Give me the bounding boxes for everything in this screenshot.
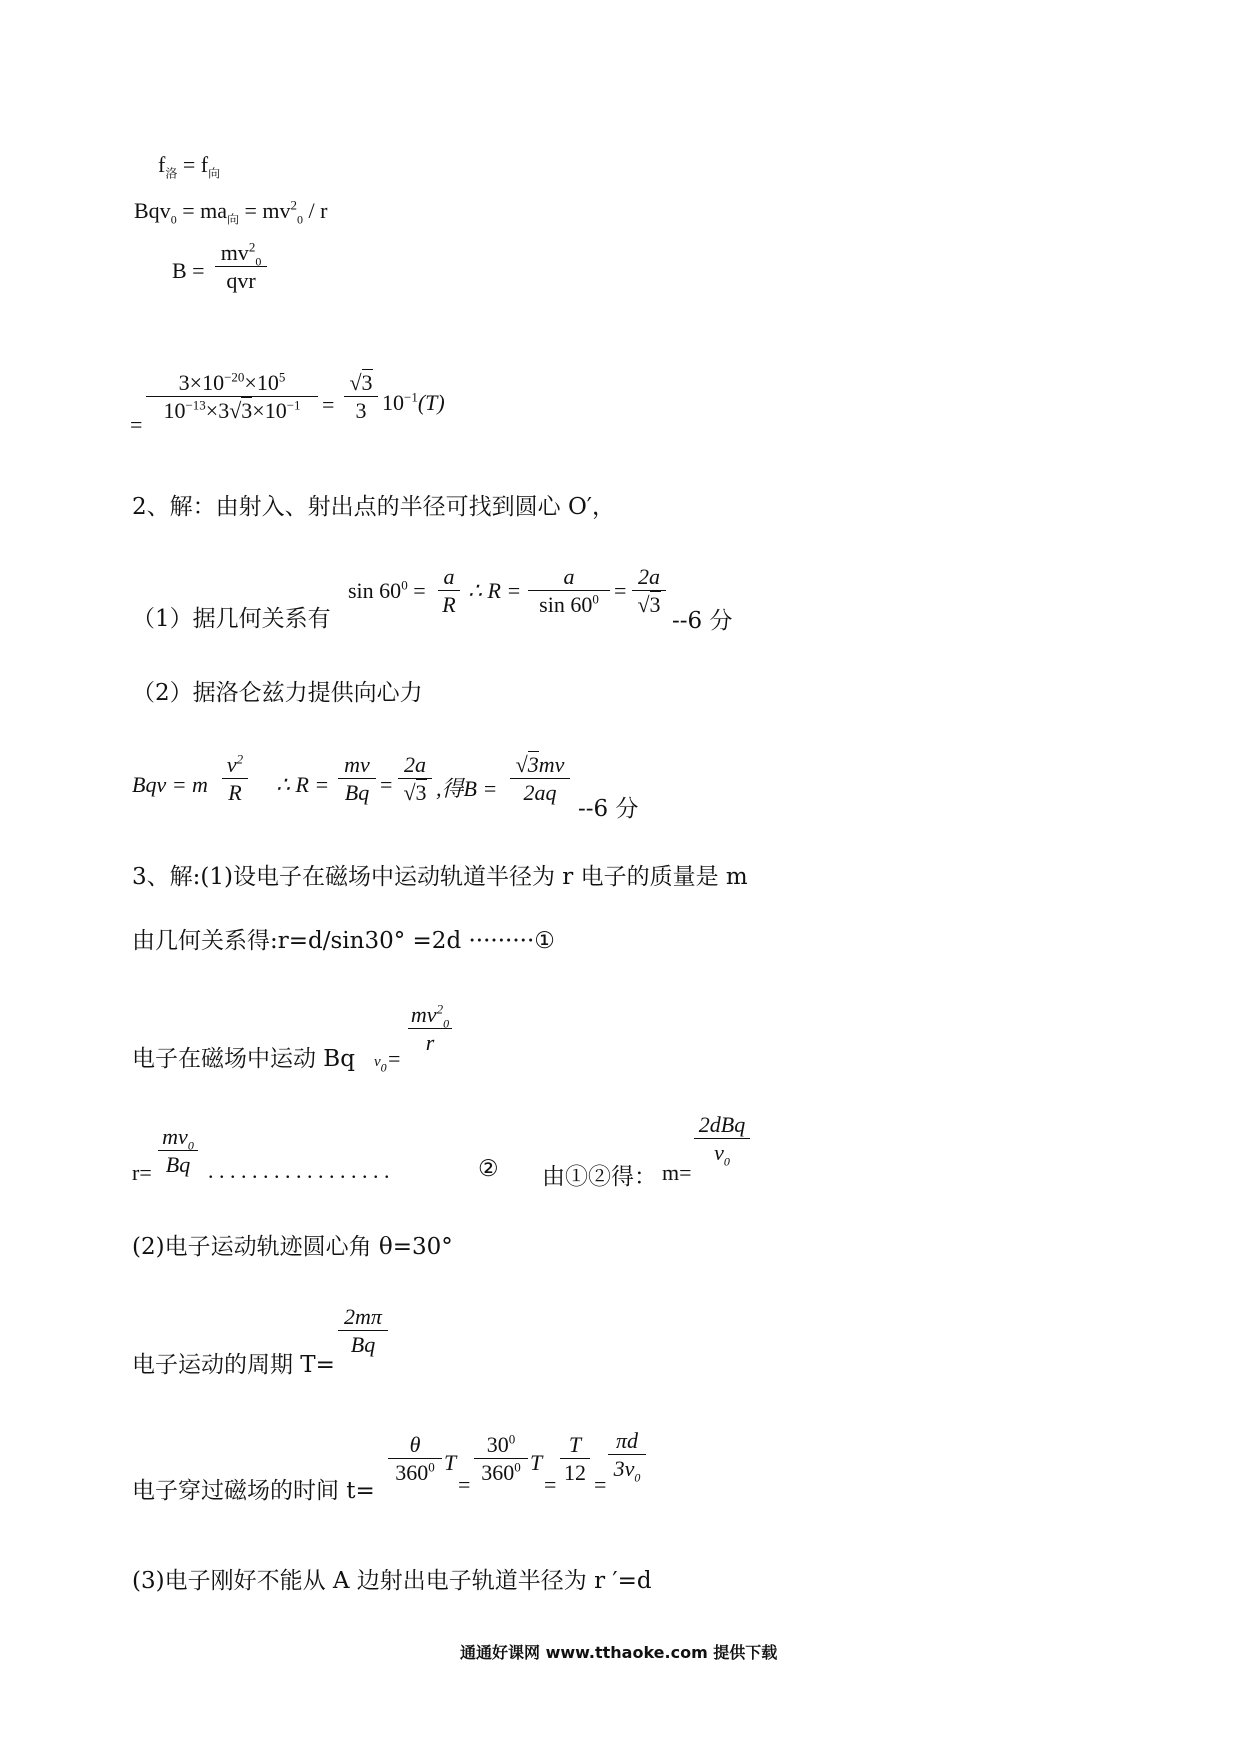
fraction-theta-over-360: θ $360^0$ [388,1432,442,1486]
fraction-2a-over-root3-b: 2a √3 [398,752,432,806]
fraction-30-over-360: $30^0$ $360^0$ [474,1432,528,1486]
problem-2-step-2-label: （2）据洛仑兹力提供向心力 [132,680,423,706]
equation-therefore-r: ∴ R = [468,578,522,603]
time-eq3: = [594,1472,607,1497]
equation-get-b: ,得B = [436,776,498,801]
equation-m-label: m= [662,1160,692,1185]
time-t1: T [444,1450,457,1475]
fraction-t-over-12: T 12 [560,1432,590,1486]
fraction-2dbq-over-v0: 2dBq $v_0$ [694,1112,750,1166]
fraction-pid-over-3v0: πd $3v_0$ [608,1428,646,1482]
equation-therefore-r-2: ∴ R = [276,772,330,797]
equation-numeric-result: $10^{-1}(T)$ [382,389,445,415]
fraction-2a-over-root3: 2a √3 [632,564,666,618]
fraction-a-over-r: a R [438,564,460,618]
problem-2-step-1-label: （1）据几何关系有 [132,606,331,632]
time-t2: T [530,1450,543,1475]
equation-centripetal: $Bqv_0 = ma_向 = mv^2_0 / r$ [134,197,328,227]
fraction-mv0-over-bq: $mv_0$ Bq [158,1124,198,1178]
time-eq1: = [458,1472,471,1497]
fraction-numeric-b: $3\times 10^{-20}\times 10^5$ $10^{-13}\times 3√3\times 10^{-1}$ [146,370,318,424]
problem-3-geometry: 由几何关系得:r=d/sin30° =2d ·········① [132,928,555,954]
equation-sin60: $\sin 60^0$ = [348,577,426,603]
equation-numeric-eq: = [322,392,335,417]
equation-v0: $v_0=$ [374,1046,402,1075]
problem-3-last: (3)电子刚好不能从 A 边射出电子轨道半径为 r ′=d [132,1568,652,1594]
score-step-2: --6 分 [578,796,639,822]
dotted-leader: . . . . . . . . . . . . . . . . . [208,1158,390,1183]
score-step-1: --6 分 [672,608,733,634]
equation-sin60-eq2: = [614,578,627,603]
equation-mark-2: ② [478,1156,499,1182]
fraction-b-formula: $mv^2_0$ qvr [215,240,267,294]
equation-eq-2a: = [380,772,393,797]
problem-2-intro: 2、解：由射入、射出点的半径可找到圆心 O′， [132,494,616,520]
footer: 通通好课网 www.tthaoke.com 提供下载 [460,1643,778,1662]
result-from-1-2: 由①②得： [542,1164,657,1190]
fraction-root3mv-over-2aq: √3mv 2aq [510,752,570,806]
fraction-2mpi-over-bq: 2mπ Bq [338,1304,388,1358]
problem-3-angle: (2)电子运动轨迹圆心角 θ=30° [132,1234,453,1260]
equation-r-label: r= [132,1160,152,1185]
problem-3-intro: 3、解:(1)设电子在磁场中运动轨道半径为 r 电子的质量是 m [132,864,748,890]
fraction-mv0sq-over-r: $mv^2_0$ r [408,1002,452,1056]
problem-3-period-label: 电子运动的周期 T= [132,1352,335,1378]
problem-3-motion-label: 电子在磁场中运动 Bq [132,1046,355,1072]
equation-b-label: B = [172,258,205,283]
equation-lorentz: Bqv = m [132,772,208,797]
fraction-v2-over-r: $v^2$ R [222,752,248,806]
problem-3-time-label: 电子穿过磁场的时间 t= [132,1478,375,1504]
equation-numeric-prefix: = [130,412,143,437]
fraction-root3-over-3: √3 3 [344,370,378,424]
equation-force-balance: $f_洛 = f_向$ [158,152,221,181]
time-eq2: = [544,1472,557,1497]
fraction-a-over-sin60: a $\sin 60^0$ [528,564,610,618]
fraction-mv-over-bq: mv Bq [338,752,376,806]
